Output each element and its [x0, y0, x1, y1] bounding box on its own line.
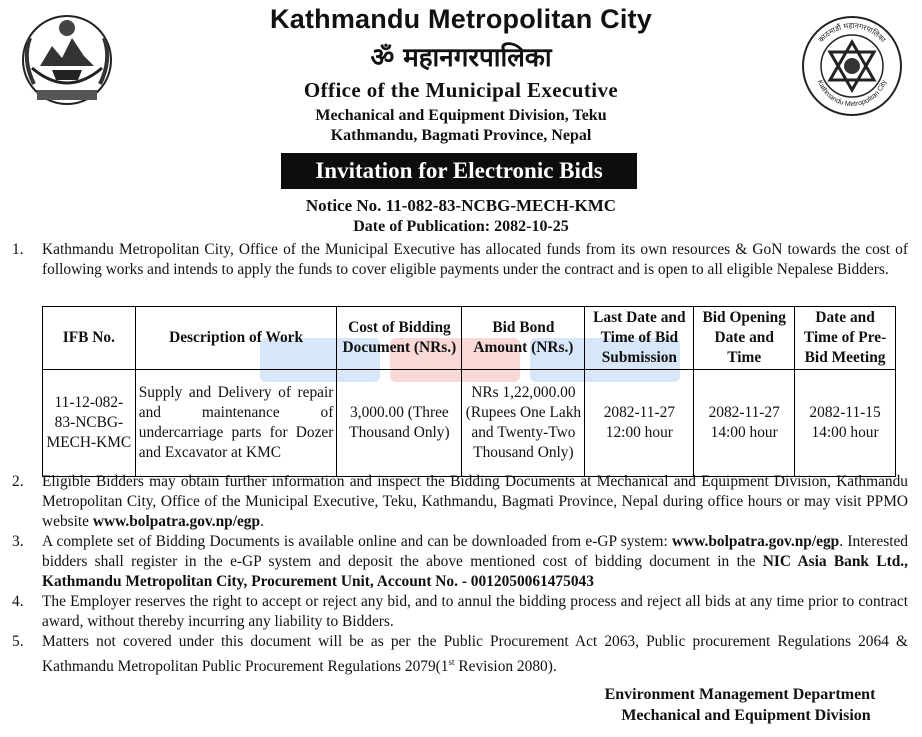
signature-block: [560, 684, 920, 726]
city-title: Kathmandu Metropolitan City: [270, 4, 652, 34]
division-name: Mechanical and Equipment Division, Teku: [315, 107, 607, 124]
clause-text: Matters not covered under this document will be as per the Public Procurement Act 2063, Public procurement Regulations 2064 & Kathmandu Metropolitan Public Procurement Regulations 2079(1: [42, 633, 908, 676]
clause-3: [12, 532, 908, 592]
clause-1: [12, 240, 908, 280]
cell-ifb-no: 11-12-082-83-NCBG-MECH-KMC: [43, 370, 136, 477]
header-document-cost: Cost of Bidding Document (NRs.): [337, 307, 462, 370]
clause-end: .: [260, 513, 264, 530]
ordinal-suffix: st: [448, 657, 455, 667]
clause-text: The Employer reserves the right to accept or reject any bid, and to annul the bidding process and reject all bids at any time prior to contract award, without thereby incurring any liability to Bidders.: [42, 593, 908, 630]
clause-5: [12, 632, 908, 677]
clause-number: 3.: [12, 533, 24, 550]
seal-ring-top: काठमाडौं महानगरपालिका: [816, 20, 888, 45]
header-description: Description of Work: [135, 307, 337, 370]
clause-4: [12, 592, 908, 632]
cell-bid-bond: NRs 1,22,000.00 (Rupees One Lakh and Twenty-Two Thousand Only): [462, 370, 585, 477]
address: Kathmandu, Bagmati Province, Nepal: [330, 127, 592, 144]
cell-document-cost: 3,000.00 (Three Thousand Only): [337, 370, 462, 477]
table-header-row: [43, 307, 896, 370]
cell-description: Supply and Delivery of repair and maintenance of undercarriage parts for Dozer and Excavator at KMC: [135, 370, 337, 477]
clause-number: 1.: [12, 241, 24, 258]
clause-text-cont: . Interested bidders shall register in the e-GP system and deposit the above mentioned cost of bidding document in the: [42, 533, 908, 570]
notice-clauses: [12, 472, 908, 677]
clause-text-cont: Revision 2080).: [454, 658, 557, 676]
cell-pre-bid-meeting: 2082-11-15 14:00 hour: [795, 370, 896, 477]
bid-schedule-table: [42, 306, 896, 477]
clause-number: 2.: [12, 473, 24, 490]
clause-number: 5.: [12, 633, 24, 650]
ppmo-website-link[interactable]: www.bolpatra.gov.np/egp: [92, 513, 261, 530]
header-bid-opening: Bid Opening Date and Time: [694, 307, 795, 370]
signature-department: Environment Management Department: [604, 686, 876, 703]
seal-ring-bottom: Kathmandu Metropolitan City: [815, 79, 889, 109]
clause-text: A complete set of Bidding Documents is available online and can be downloaded from e-GP system:: [42, 533, 673, 550]
cell-submission-deadline: 2082-11-27 12:00 hour: [585, 370, 694, 477]
cell-bid-opening: 2082-11-27 14:00 hour: [694, 370, 795, 477]
header-ifb-no: IFB No.: [43, 307, 136, 370]
header-bid-bond: Bid Bond Amount (NRs.): [462, 307, 585, 370]
header-pre-bid-meeting: Date and Time of Pre-Bid Meeting: [795, 307, 896, 370]
clause-text: Eligible Bidders may obtain further information and inspect the Bidding Documents at Mechanical and Equipment Division, Kathmandu Metropolitan City, Office of the Municipal Executive, Teku, Kathmandu, Bagmati Province, Nepal during office hours or may visit PPMO website: [42, 473, 908, 530]
clause-text: Kathmandu Metropolitan City, Office of the Municipal Executive has allocated funds from its own resources & GoN towards the cost of following works and intends to apply the funds to cover eligible payments under the contract and is open to all eligible Nepalese Bidders.: [42, 241, 908, 278]
city-title-nepali: ॐ महानगरपालिका: [370, 43, 552, 73]
clause-2: [12, 472, 908, 532]
egp-website-link[interactable]: www.bolpatra.gov.np/egp: [672, 533, 840, 550]
clause-number: 4.: [12, 593, 24, 610]
publication-date: Date of Publication: 2082-10-25: [353, 218, 569, 235]
header-submission-deadline: Last Date and Time of Bid Submission: [585, 307, 694, 370]
bank-account-details: NIC Asia Bank Ltd., Kathmandu Metropolitan City, Procurement Unit, Account No. - 0012050061475043: [42, 553, 908, 590]
office-name: Office of the Municipal Executive: [303, 78, 619, 102]
banner-title: Invitation for Electronic Bids: [281, 153, 637, 189]
table-row: [43, 370, 896, 477]
notice-header: [0, 0, 922, 235]
notice-number: Notice No. 11-082-83-NCBG-MECH-KMC: [305, 196, 617, 215]
signature-division: Mechanical and Equipment Division: [621, 707, 871, 724]
notice-body: [12, 240, 908, 280]
kmc-seal-icon: [800, 14, 904, 118]
